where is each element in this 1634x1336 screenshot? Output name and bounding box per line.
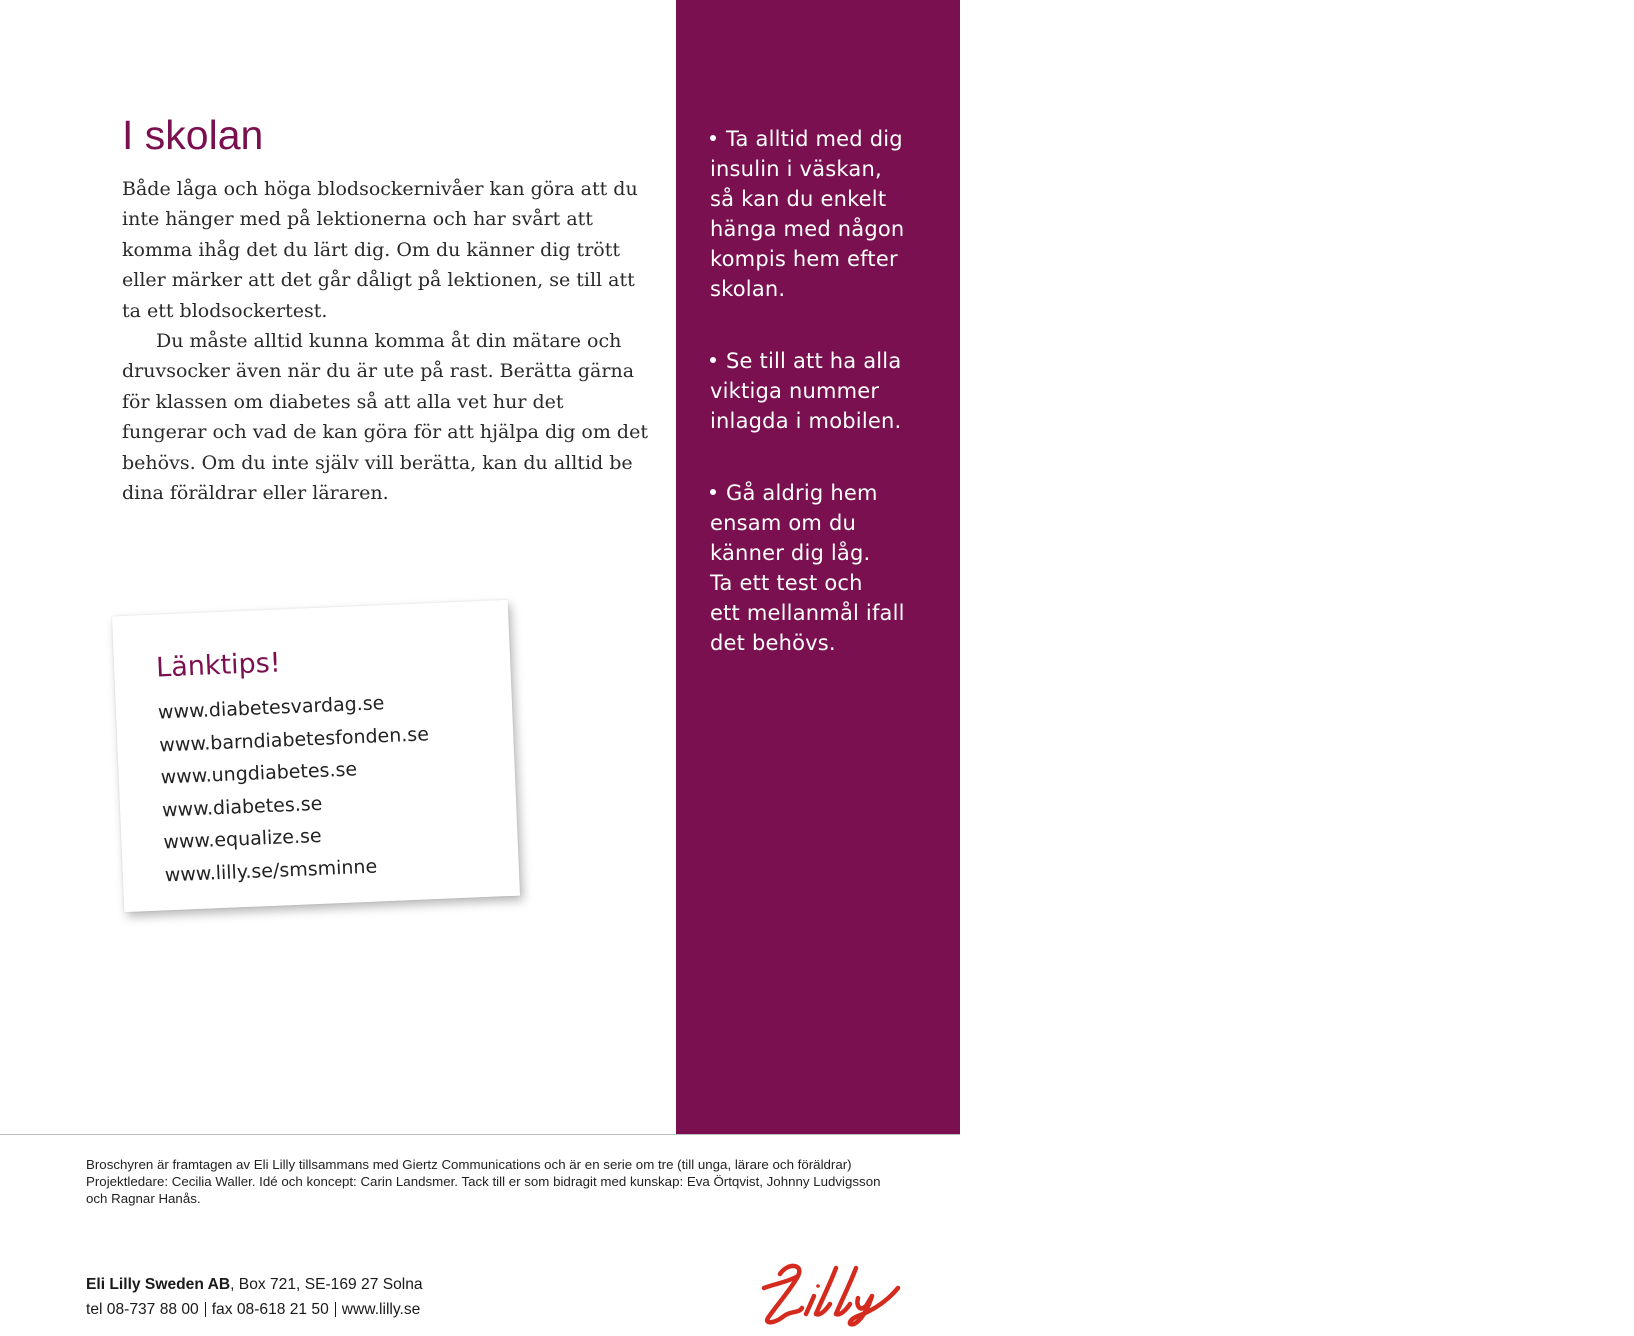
tip-text: Se till att ha alla viktiga nummer inlagda i mobilen. <box>710 349 902 433</box>
tip-text: Ta alltid med dig insulin i väskan, så kan du enkelt hänga med någon kompis hem efter skolan. <box>710 127 905 301</box>
link-tips-card-wrapper <box>112 600 520 912</box>
body-paragraph: Både låga och höga blodsockernivåer kan göra att du inte hänger med på lektionerna och har svårt att komma ihåg det du lärt dig. Om du känner dig trött eller märker att det går dåligt på lektionen, se till att ta ett blodsockertest. <box>122 178 638 322</box>
link-tips-card <box>112 600 520 912</box>
company-address: , Box 721, SE-169 27 Solna <box>230 1276 423 1293</box>
website-link[interactable]: www.lilly.se <box>341 1301 421 1318</box>
bullet-dot-icon <box>710 357 716 363</box>
tip-text: Gå aldrig hem ensam om du känner dig låg. Ta ett test och ett mellanmål ifall det behövs. <box>710 481 905 655</box>
link-item[interactable]: www.lilly.se/smsminne <box>164 855 378 887</box>
page-title: I skolan <box>122 112 264 158</box>
separator <box>205 1302 206 1317</box>
link-list <box>157 685 435 892</box>
body-paragraph: Du måste alltid kunna komma åt din mätare och druvsocker även när du är ute på rast. Berätta gärna för klassen om diabetes så att alla vet hur det fungerar och vad de kan göra för att hjälpa dig om det behövs. Om du inte själv vill berätta, kan du alltid be dina föräldrar eller läraren. <box>122 330 648 505</box>
footer-contact-line <box>86 1297 423 1322</box>
sidebar-panel <box>676 0 1620 1134</box>
tips-list <box>710 124 950 700</box>
document-code: SEHMG00156a(1) <box>1608 1027 1620 1122</box>
footer-contact <box>86 1272 423 1322</box>
credits-text: Broschyren är framtagen av Eli Lilly tillsammans med Giertz Communications och är en serie om tre (till unga, lärare och föräldrar) Projektledare: Cecilia Waller. Idé och koncept: Carin Landsmer. Tack till er som bidragit med kunskap: Eva Örtqvist, Johnny Ludvigsson och Ragnar Hanås. <box>86 1157 881 1206</box>
tip-item <box>710 478 950 658</box>
link-item[interactable]: www.ungdiabetes.se <box>160 758 358 789</box>
company-name: Eli Lilly Sweden AB <box>86 1276 231 1293</box>
tip-item <box>710 346 950 436</box>
footer-address-line <box>86 1272 423 1297</box>
document-code-wrapper <box>1594 1000 1634 1120</box>
separator <box>335 1302 336 1317</box>
tip-item <box>710 124 950 304</box>
bullet-dot-icon <box>710 489 716 495</box>
footer-divider <box>0 1134 960 1135</box>
card-title: Länktips! <box>155 647 282 684</box>
bullet-dot-icon <box>710 135 716 141</box>
link-item[interactable]: www.diabetes.se <box>161 792 323 822</box>
fax-number: fax 08-618 21 50 <box>211 1301 329 1318</box>
phone-number: tel 08-737 88 00 <box>86 1301 199 1318</box>
link-item[interactable]: www.barndiabetesfonden.se <box>158 722 430 757</box>
lilly-logo <box>758 1258 904 1328</box>
body-text <box>122 174 652 508</box>
link-item[interactable]: www.equalize.se <box>163 825 323 854</box>
link-item[interactable]: www.diabetesvardag.se <box>157 692 385 724</box>
